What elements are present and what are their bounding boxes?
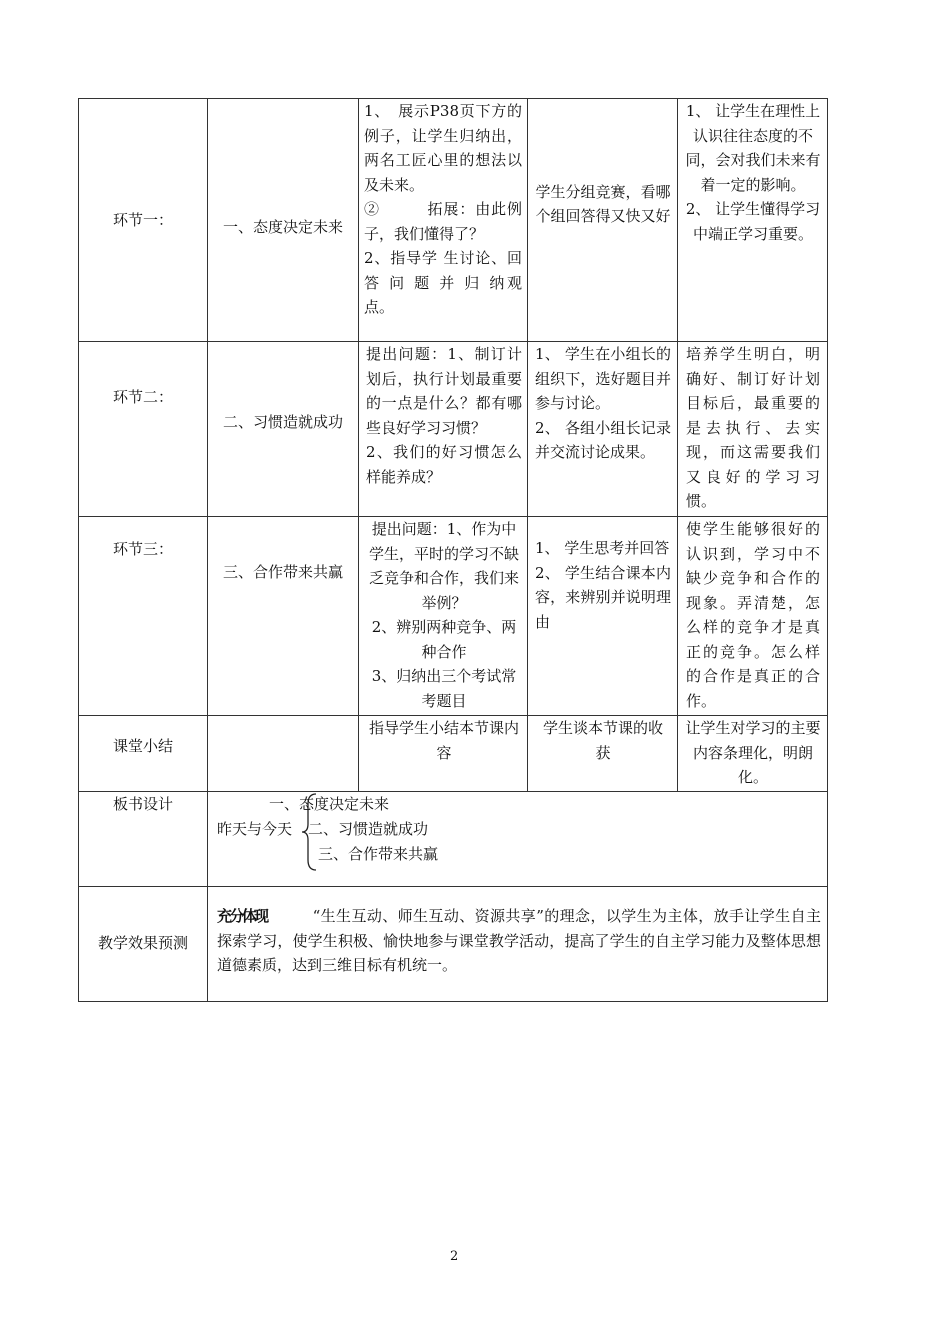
row1-label-cell [79, 99, 207, 341]
summary-label-cell [79, 716, 207, 776]
row3-purpose-text: 使学生能够很好的认识到，学习中不缺少竞争和合作的现象。弄清楚，怎么样的竞争才是真正的竞争。怎么样的合作是真正的合作。 [686, 520, 820, 710]
row2-teacher-text-2: 2、我们的好习惯怎么样能养成？ [366, 443, 522, 486]
row2-topic-cell [208, 342, 358, 502]
row2-topic: 二、习惯造就成功 [222, 412, 343, 431]
board-left-text: 昨天与今天 [217, 820, 293, 838]
row1-purpose-text-1: 1、 让学生在理性上认识往往态度的不同，会对我们未来有着一定的影响。 [685, 102, 821, 194]
summary-teacher-text: 指导学生小结本节课内容 [368, 719, 519, 762]
row2-teacher-text-1: 提出问题：1、制订计划后，执行计划最重要的一点是什么？都有哪些良好学习习惯？ [366, 345, 522, 437]
row2-label: 环节二： [112, 387, 173, 406]
row3-topic-cell [208, 517, 358, 627]
row3-teacher-text-2: 2、辨别两种竞争、两种合作 [371, 618, 517, 661]
board-item-1: 一、态度决定未来 [269, 795, 390, 813]
effect-text-cell [217, 904, 821, 978]
row2-student-text-2: 2、 各组小组长记录并交流讨论成果。 [535, 418, 671, 461]
table-border-right [827, 98, 828, 1001]
row1-teacher-text-2: ② 拓展：由此例子，我们懂得了？ [364, 200, 522, 243]
row3-label-cell [79, 517, 207, 581]
summary-teacher-cell [366, 716, 522, 765]
row3-topic: 三、合作带来共赢 [222, 562, 343, 581]
row1-teacher-cell [364, 99, 522, 320]
effect-label: 教学效果预测 [97, 933, 188, 952]
row1-student-cell [533, 99, 673, 309]
summary-student-text: 学生谈本节课的收获 [542, 719, 663, 762]
summary-student-cell [540, 716, 666, 765]
row3-teacher-text-3: 3、归纳出三个考试常考题目 [371, 667, 517, 710]
summary-topic-cell [208, 716, 358, 791]
board-item-3: 三、合作带来共赢 [318, 845, 439, 863]
summary-label: 课堂小结 [112, 736, 173, 755]
effect-lead: 充分体现 [217, 907, 267, 925]
row3-student-cell [535, 536, 671, 634]
row3-student-text-1: 1、 学生思考并回答 [535, 539, 670, 557]
row1-topic-cell [208, 99, 358, 341]
row3-purpose-cell [686, 517, 820, 713]
column-divider [358, 98, 359, 791]
row2-student-text-1: 1、 学生在小组长的组织下，选好题目并参与讨论。 [535, 345, 671, 412]
table-border-bottom [78, 1001, 828, 1002]
row1-teacher-text-3: 2、指导学 生讨论、回 答 问 题 并 归 纳观点。 [364, 249, 522, 316]
row3-teacher-cell [366, 517, 522, 713]
row3-student-text-2: 2、 学生结合课本内容，来辨别并说明理由 [535, 563, 671, 631]
effect-text: “生生互动、师生互动、资源共享”的理念，以学生为主体，放手让学生自主探索学习，使学生积极、愉快地参与课堂教学活动，提高了学生的自主学习能力及整体思想道德素质，达到三维目标有机统一。 [217, 907, 821, 974]
row2-purpose-cell [686, 342, 820, 514]
row2-purpose-text: 培养学生明白，明确好、制订好计划目标后，最重要的是去执行、去实现，而这需要我们又良好的学习习惯。 [686, 345, 820, 510]
column-divider [527, 98, 528, 791]
effect-label-cell [79, 887, 207, 999]
summary-purpose-text: 让学生对学习的主要内容条理化，明朗化。 [685, 719, 821, 786]
column-divider [677, 98, 678, 791]
board-label-cell [79, 792, 207, 817]
board-label: 板书设计 [112, 795, 173, 813]
page-number: 2 [450, 1249, 459, 1264]
row1-purpose-cell [684, 99, 822, 246]
row2-student-cell [535, 342, 671, 465]
row1-topic: 一、态度决定未来 [222, 217, 343, 236]
row3-teacher-text-1: 提出问题：1、作为中学生，平时的学习不缺乏竞争和合作，我们来举例？ [368, 520, 519, 612]
row1-label: 环节一： [112, 210, 173, 229]
board-item-2: 二、习惯造就成功 [308, 820, 429, 838]
row3-label: 环节三： [112, 539, 173, 558]
row2-label-cell [79, 342, 207, 452]
row1-teacher-text-1: 1、 展示P38页下方的例子，让学生归纳出，两名工匠心里的想法以及未来。 [364, 102, 522, 194]
row1-purpose-text-2: 2、 让学生懂得学习中端正学习重要。 [685, 200, 821, 243]
row1-student-text: 学生分组竞赛，看哪个组回答得又快又好 [535, 182, 671, 225]
summary-purpose-cell [684, 716, 822, 790]
row2-teacher-cell [366, 342, 522, 489]
